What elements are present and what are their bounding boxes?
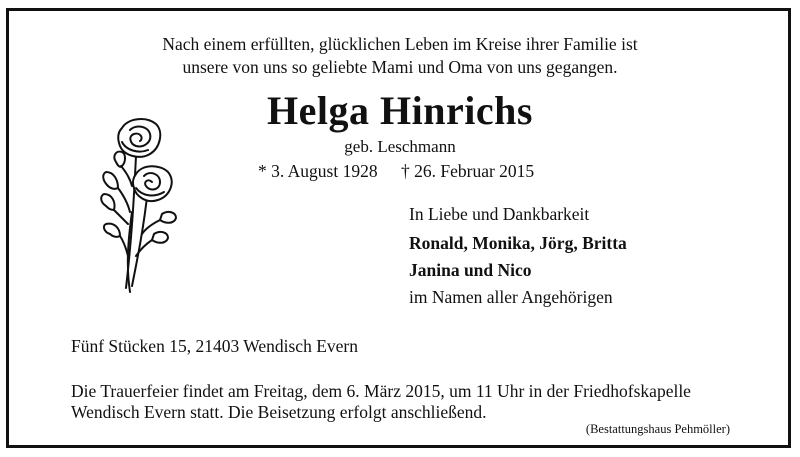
intro-line-2: unsere von uns so geliebte Mami und Oma von uns gegangen.	[182, 57, 618, 77]
family-names-line-1: Ronald, Monika, Jörg, Britta	[409, 233, 627, 253]
birth-date: * 3. August 1928	[258, 161, 378, 181]
death-date: † 26. Februar 2015	[401, 161, 535, 181]
undertaker-credit: (Bestattungshaus Pehmöller)	[585, 422, 730, 436]
family-names-line-2: Janina und Nico	[409, 260, 532, 280]
address: Fünf Stücken 15, 21403 Wendisch Evern	[71, 336, 358, 356]
intro-line-1: Nach einem erfüllten, glücklichen Leben im Kreise ihrer Familie ist	[162, 34, 638, 54]
rose-bouquet-icon	[88, 116, 188, 294]
family-outro: im Namen aller Angehörigen	[409, 287, 613, 307]
deceased-name: Helga Hinrichs	[267, 88, 533, 133]
family-intro: In Liebe und Dankbarkeit	[409, 204, 590, 224]
birth-name: geb. Leschmann	[344, 137, 456, 156]
service-line-2: Wendisch Evern statt. Die Beisetzung erfolgt anschließend.	[71, 402, 487, 422]
service-line-1: Die Trauerfeier findet am Freitag, dem 6. März 2015, um 11 Uhr in der Friedhofskapelle	[71, 381, 691, 401]
